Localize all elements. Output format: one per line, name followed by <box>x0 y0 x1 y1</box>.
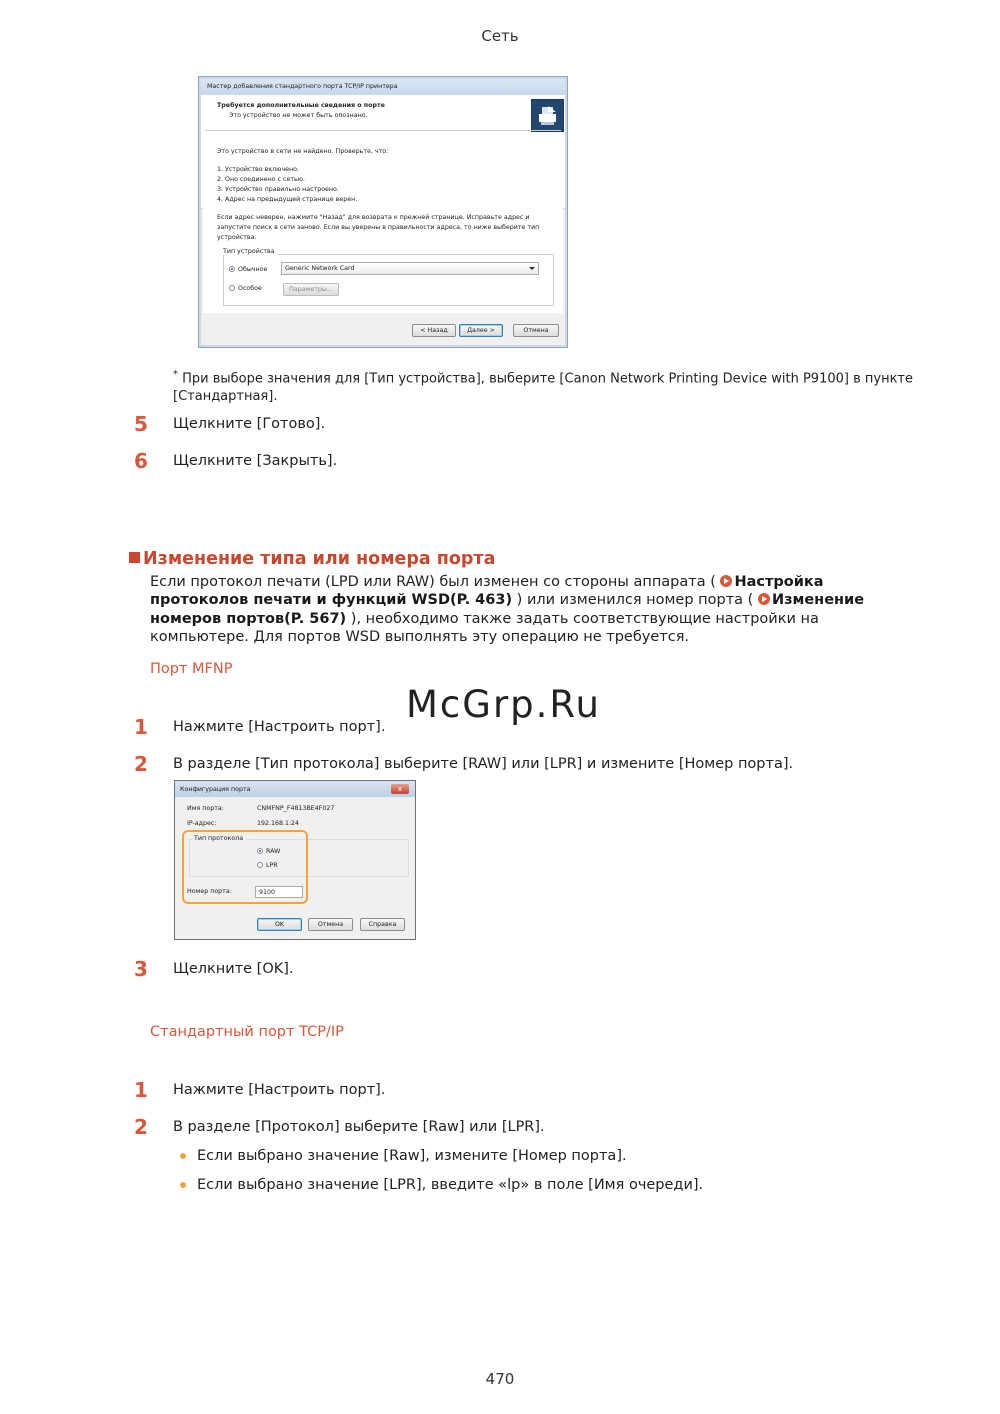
para-text: ) или изменился номер порта ( <box>512 592 758 609</box>
printer-wizard-icon <box>531 99 564 132</box>
tcpip-subheading: Стандартный порт TCP/IP <box>150 1024 344 1040</box>
page-header: Сеть <box>481 27 519 45</box>
section-title: Изменение типа или номера порта <box>143 549 496 569</box>
port-config-dialog <box>174 780 416 940</box>
link-port-numbers[interactable]: Изменение номеров портов(P. 567) <box>150 592 865 627</box>
ok-button[interactable]: OK <box>257 918 302 931</box>
wizard-check: 2. Оно соединено с сетью. <box>217 176 306 183</box>
link-arrow-icon <box>758 593 770 605</box>
wizard-title: Мастер добавления стандартного порта TCP/IP принтера <box>207 83 398 90</box>
port-number-label: Номер порта: <box>187 888 232 895</box>
cancel-button[interactable]: Отмена <box>308 918 353 931</box>
para-text: Если протокол печати (LPD или RAW) был изменен со стороны аппарата ( <box>150 574 721 590</box>
close-icon[interactable]: x <box>391 784 409 794</box>
step-text: Щелкните [Готово]. <box>173 416 326 432</box>
device-type-combo[interactable] <box>281 262 539 275</box>
step-text: Щелкните [Закрыть]. <box>173 453 338 469</box>
tcpip-port-wizard-dialog <box>198 76 568 348</box>
step-number: 2 <box>134 752 148 776</box>
para-text: ), необходимо также задать соответствующие настройки на компьютере. Для портов WSD выполнять эту операцию не требуется. <box>150 610 819 646</box>
wizard-check: 1. Устройство включено. <box>217 166 300 173</box>
step-number: 1 <box>134 715 148 739</box>
section-paragraph <box>150 573 910 647</box>
heading-square-icon <box>129 552 140 563</box>
wizard-advice: запустите поиск в сети заново. Если вы уверены в правильности адреса, то ниже выберите тип <box>217 224 540 231</box>
help-button[interactable]: Справка <box>360 918 405 931</box>
highlight-frame <box>182 830 308 904</box>
next-button[interactable]: Далее > <box>459 324 503 337</box>
step-number: 3 <box>134 957 148 981</box>
step-text: В разделе [Тип протокола] выберите [RAW] или [LPR] и измените [Номер порта]. <box>173 756 794 772</box>
params-button[interactable]: Параметры... <box>283 283 339 296</box>
watermark-logo: McGrp.Ru <box>406 683 601 726</box>
section-heading <box>129 549 495 569</box>
back-button[interactable]: < Назад <box>412 324 456 337</box>
step-text: Нажмите [Настроить порт]. <box>173 719 386 735</box>
radio-standard[interactable] <box>229 266 235 272</box>
wizard-subheading: Это устройство не может быть опознано. <box>229 112 368 119</box>
step-number: 6 <box>134 449 148 473</box>
mfnp-subheading: Порт MFNP <box>150 661 233 677</box>
wizard-advice: устройства. <box>217 234 257 241</box>
footnote-text: При выборе значения для [Тип устройства], выберите [Canon Network Printing Device with P9100] в пункте [Стандартная]. <box>173 371 913 405</box>
page-number: 470 <box>485 1370 515 1388</box>
device-type-label: Тип устройства <box>223 248 275 255</box>
ip-value: 192.168.1.24 <box>257 820 300 827</box>
chevron-down-icon <box>529 267 535 270</box>
step-number: 2 <box>134 1115 148 1139</box>
wizard-divider <box>205 130 561 131</box>
port-name-label: Имя порта: <box>187 805 224 812</box>
wizard-intro: Это устройство в сети не найдено. Проверьте, что: <box>217 148 389 155</box>
cfg-title: Конфигурация порта <box>180 786 251 793</box>
step-text: Нажмите [Настроить порт]. <box>173 1082 386 1098</box>
step-text: Щелкните [OK]. <box>173 961 294 977</box>
bullet-item: Если выбрано значение [LPR], введите «lp» в поле [Имя очереди]. <box>197 1177 704 1193</box>
cfg-titlebar <box>175 781 415 797</box>
port-number-value: 9100 <box>259 889 276 896</box>
link-arrow-icon <box>720 575 732 587</box>
radio-standard-label: Обычное <box>238 266 268 273</box>
protocol-group-label: Тип протокола <box>194 835 244 842</box>
footnote <box>173 366 913 406</box>
wizard-check: 4. Адрес на предыдущей странице верен. <box>217 196 358 203</box>
wizard-check: 3. Устройство правильно настроено. <box>217 186 339 193</box>
cancel-button[interactable]: Отмена <box>513 324 559 337</box>
radio-lpr-label: LPR <box>266 862 278 869</box>
wizard-heading: Требуется дополнительные сведения о порте <box>217 102 385 109</box>
step-number: 1 <box>134 1078 148 1102</box>
footnote-mark: * <box>173 369 178 380</box>
step-number: 5 <box>134 412 148 436</box>
radio-raw-label: RAW <box>266 848 281 855</box>
radio-custom-label: Особое <box>238 285 262 292</box>
ip-label: IP-адрес: <box>187 820 217 827</box>
device-type-combo-value: Generic Network Card <box>285 265 355 272</box>
port-name-value: CNMFNP_F4813BE4F027 <box>257 805 335 812</box>
wizard-titlebar <box>201 79 565 95</box>
wizard-advice: Если адрес неверен, нажмите "Назад" для возврата к прежней странице. Исправьте адрес и <box>217 214 530 221</box>
bullet-item: Если выбрано значение [Raw], измените [Номер порта]. <box>197 1148 627 1164</box>
link-protocols[interactable]: Настройка протоколов печати и функций WSD(P. 463) <box>150 574 824 609</box>
radio-custom[interactable] <box>229 285 235 291</box>
step-text: В разделе [Протокол] выберите [Raw] или [LPR]. <box>173 1119 545 1135</box>
